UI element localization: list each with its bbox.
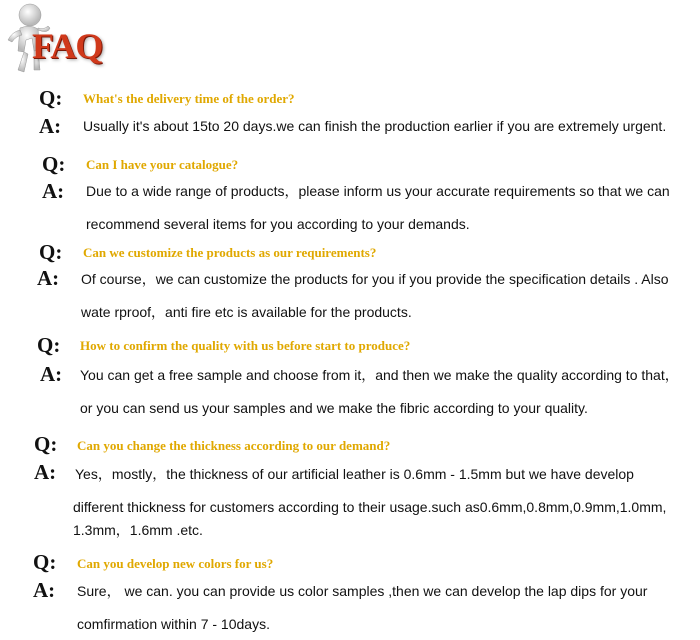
answer-line: comfirmation within 7 - 10days. [77,616,270,632]
answer-line: recommend several items for you according to your demands. [86,216,470,232]
question-text: Can you change the thickness according to our demand? [77,438,391,453]
question-text: Can we customize the products as our requirements? [83,245,377,260]
answer-marker: A: [42,179,65,203]
question-marker: Q: [42,152,66,176]
question-marker: Q: [39,86,63,110]
answer-line: Due to a wide range of products，please inform us your accurate requirements so that we can [86,183,670,199]
question-text: Can I have your catalogue? [86,157,239,172]
question-text: What's the delivery time of the order? [83,91,295,106]
answer-marker: A: [40,362,63,386]
answer-line: or you can send us your samples and we make the fibric according to your quality. [80,400,588,416]
answer-line: different thickness for customers according to their usage.such as0.6mm,0.8mm,0.9mm,1.0mm, [73,499,667,515]
answer-line: Sure， we can. you can provide us color samples ,then we can develop the lap dips for your [77,583,648,599]
answer-line: You can get a free sample and choose from it，and then we make the quality according to that， [80,367,679,383]
answer-line: Yes，mostly，the thickness of our artificial leather is 0.6mm - 1.5mm but we have develop [75,466,634,482]
question-text: How to confirm the quality with us before start to produce? [80,338,411,353]
question-marker: Q: [34,432,58,456]
answer-line: wate rproof，anti fire etc is available for the products. [81,304,412,320]
question-marker: Q: [37,333,61,357]
answer-marker: A: [34,460,57,484]
faq-logo: FAQ [32,26,103,66]
answer-marker: A: [37,266,60,290]
question-marker: Q: [33,550,57,574]
answer-marker: A: [33,578,56,602]
answer-line: Of course，we can customize the products for you if you provide the specification details . Also [81,271,669,287]
question-marker: Q: [39,240,63,264]
question-text: Can you develop new colors for us? [77,556,274,571]
answer-marker: A: [39,114,62,138]
faq-header [0,0,130,80]
answer-line: 1.3mm，1.6mm .etc. [73,522,203,538]
answer-line: Usually it's about 15to 20 days.we can finish the production earlier if you are extremely urgent. [83,118,667,134]
